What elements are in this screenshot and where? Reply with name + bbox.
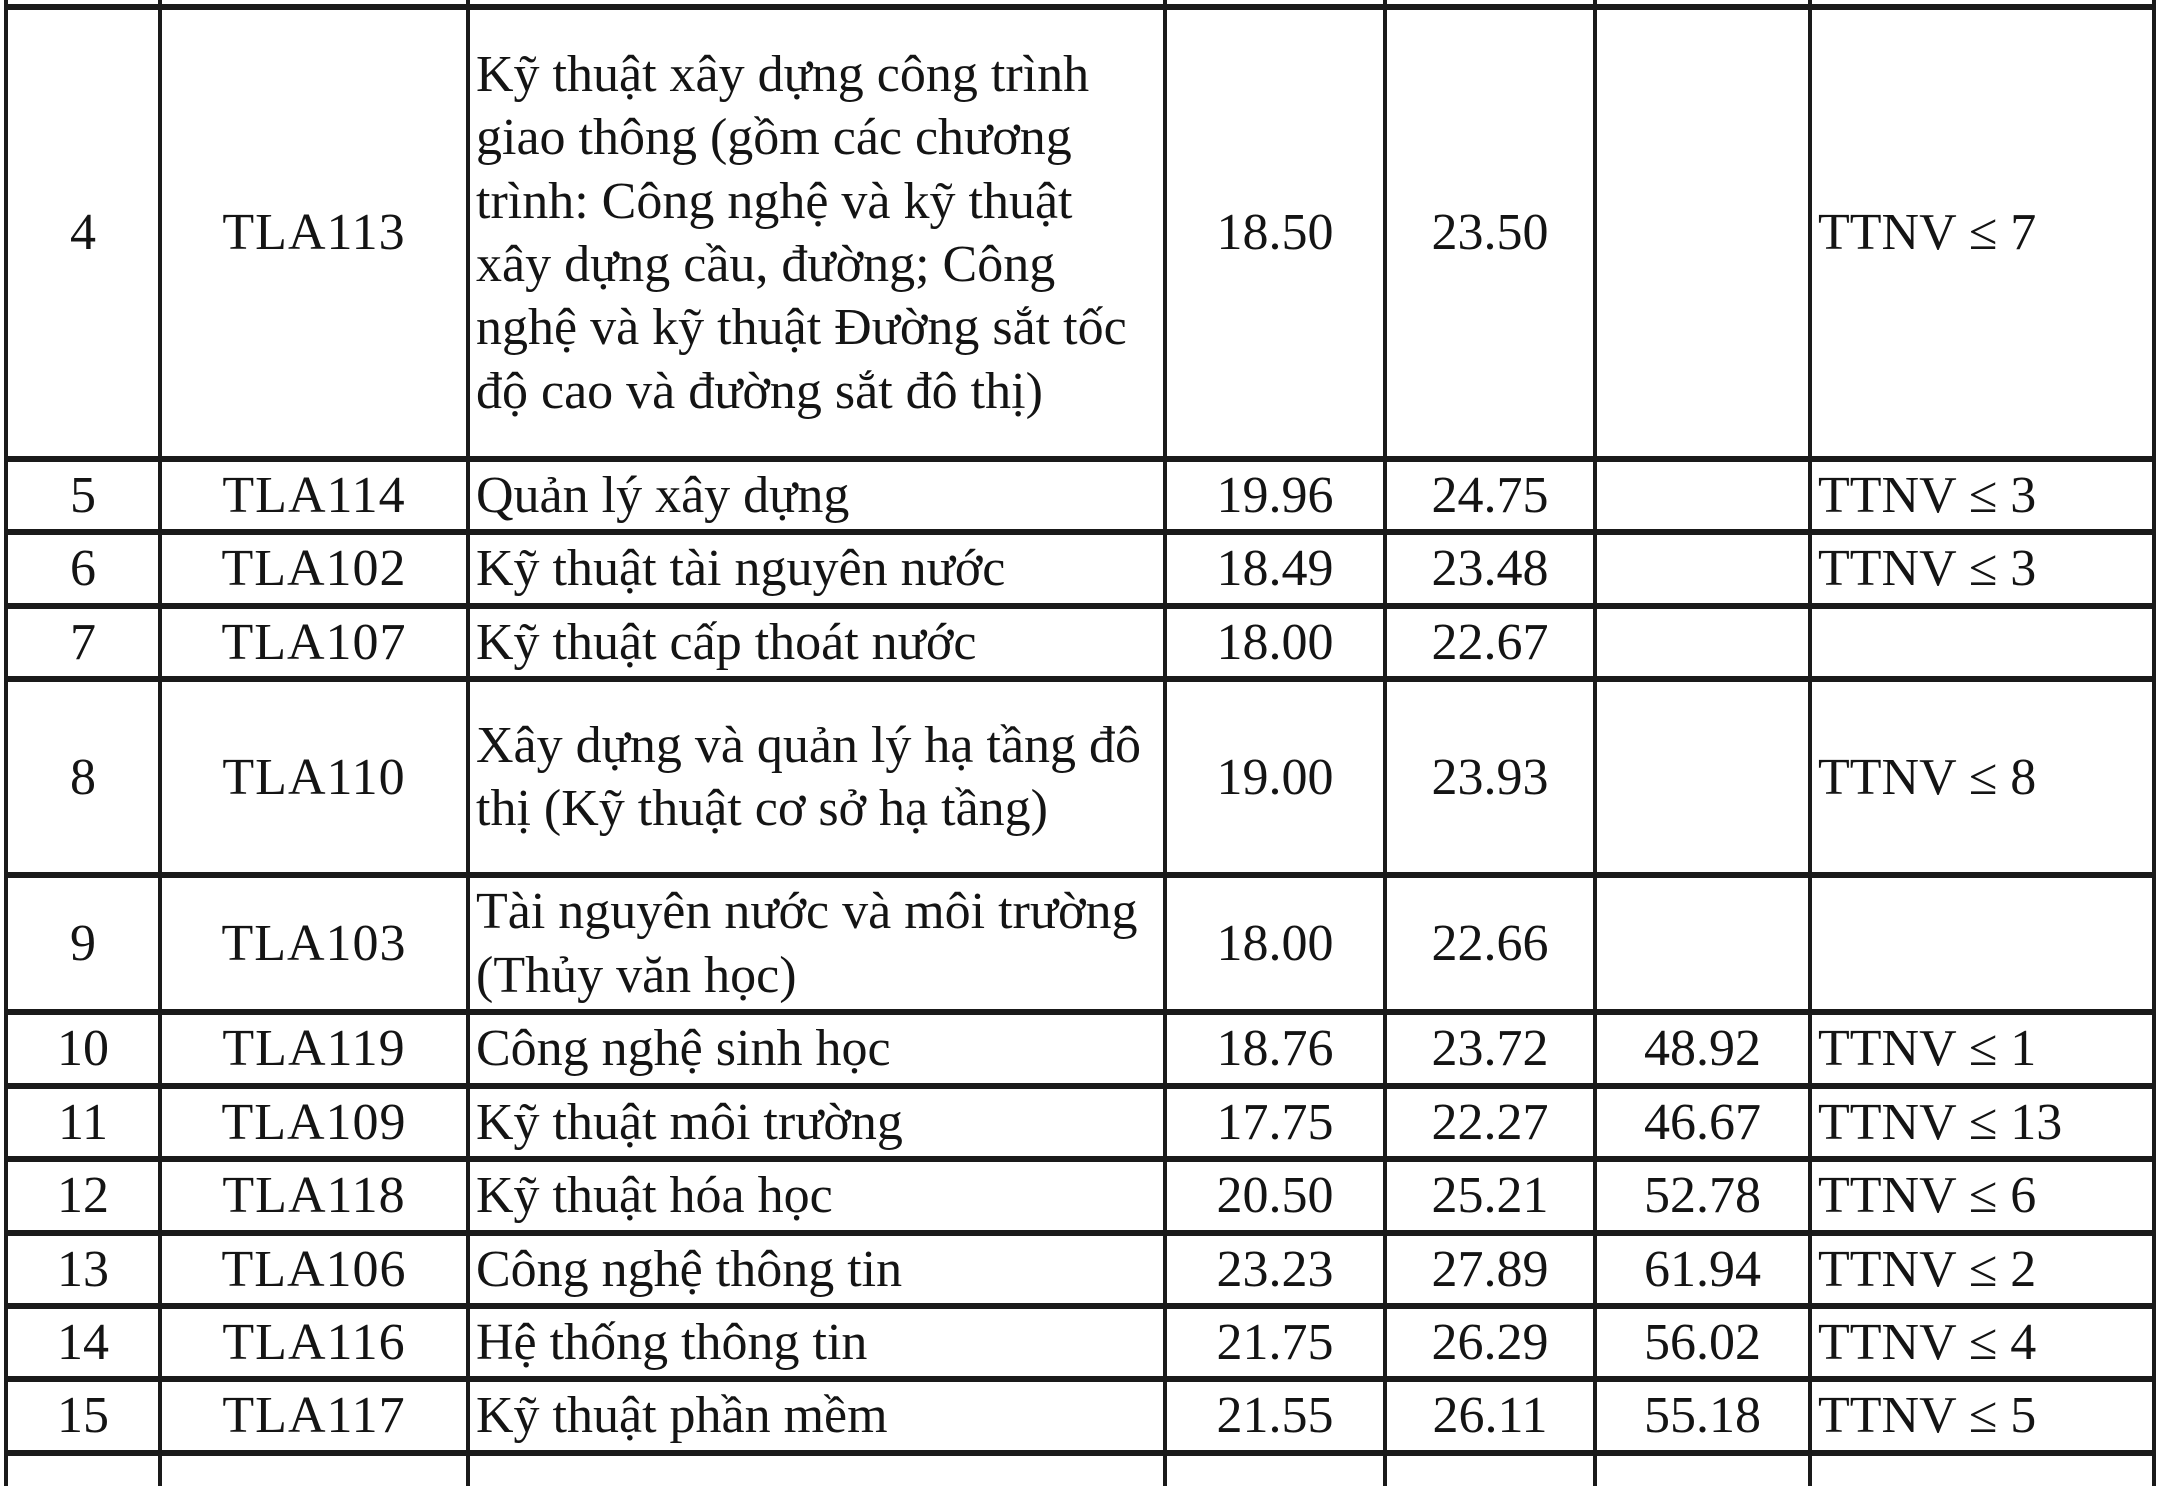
score3-cell xyxy=(1595,0,1810,7)
table-row xyxy=(6,7,2154,459)
note-cell xyxy=(1810,875,2154,1012)
score2-cell: 24.75 xyxy=(1385,459,1595,532)
major-name-cell: Kỹ thuật tài nguyên nước xyxy=(468,532,1165,605)
note-cell: TTNV ≤ 8 xyxy=(1810,679,2154,875)
major-code-cell: TLA116 xyxy=(160,1306,468,1379)
row-number-cell: 12 xyxy=(6,1159,160,1232)
row-number-cell xyxy=(6,0,160,7)
row-number-cell: 5 xyxy=(6,459,160,532)
major-name-cell: Kỹ thuật xây dựng công trình giao thông (gồm các chương trình: Công nghệ và kỹ thuật xây dựng cầu, đường; Công nghệ và kỹ thuật Đường sắt tốc độ cao và đường sắt đô thị) xyxy=(468,7,1165,459)
major-name-cell: Hệ thống thông tin xyxy=(468,1306,1165,1379)
major-name-cell xyxy=(468,0,1165,7)
major-code-cell: TLA118 xyxy=(160,1159,468,1232)
table-row xyxy=(6,1233,2154,1306)
major-name-cell xyxy=(468,1453,1165,1486)
major-code-cell xyxy=(160,0,468,7)
score2-cell: 23.93 xyxy=(1385,679,1595,875)
major-name-cell: Kỹ thuật cấp thoát nước xyxy=(468,606,1165,679)
score3-cell xyxy=(1595,7,1810,459)
major-code-cell: TLA119 xyxy=(160,1012,468,1085)
score1-cell: 21.75 xyxy=(1165,1306,1385,1379)
table-row xyxy=(6,1306,2154,1379)
major-code-cell: TLA117 xyxy=(160,1379,468,1452)
major-code-cell: TLA113 xyxy=(160,7,468,459)
score3-cell xyxy=(1595,1453,1810,1486)
table-row xyxy=(6,875,2154,1012)
row-number-cell: 10 xyxy=(6,1012,160,1085)
score1-cell: 18.49 xyxy=(1165,532,1385,605)
note-cell: TTNV ≤ 7 xyxy=(1810,7,2154,459)
score3-cell xyxy=(1595,532,1810,605)
major-name-cell: Quản lý xây dựng xyxy=(468,459,1165,532)
score1-cell: 18.00 xyxy=(1165,606,1385,679)
score1-cell: 18.50 xyxy=(1165,7,1385,459)
score2-cell: 23.72 xyxy=(1385,1012,1595,1085)
major-code-cell: TLA102 xyxy=(160,532,468,605)
score2-cell xyxy=(1385,0,1595,7)
table-row xyxy=(6,679,2154,875)
score3-cell: 52.78 xyxy=(1595,1159,1810,1232)
note-cell: TTNV ≤ 1 xyxy=(1810,1012,2154,1085)
score1-cell: 17.75 xyxy=(1165,1086,1385,1159)
row-number-cell: 4 xyxy=(6,7,160,459)
score3-cell: 56.02 xyxy=(1595,1306,1810,1379)
table-row-partial-top xyxy=(6,0,2154,7)
major-code-cell: TLA109 xyxy=(160,1086,468,1159)
note-cell: TTNV ≤ 3 xyxy=(1810,459,2154,532)
score2-cell: 26.11 xyxy=(1385,1379,1595,1452)
row-number-cell: 7 xyxy=(6,606,160,679)
score1-cell xyxy=(1165,1453,1385,1486)
row-number-cell: 15 xyxy=(6,1379,160,1452)
score3-cell: 55.18 xyxy=(1595,1379,1810,1452)
major-name-cell: Kỹ thuật hóa học xyxy=(468,1159,1165,1232)
score2-cell: 27.89 xyxy=(1385,1233,1595,1306)
major-code-cell: TLA103 xyxy=(160,875,468,1012)
admission-scores-table xyxy=(4,0,2156,1486)
score1-cell: 19.00 xyxy=(1165,679,1385,875)
score3-cell xyxy=(1595,875,1810,1012)
score2-cell: 26.29 xyxy=(1385,1306,1595,1379)
note-cell: TTNV ≤ 13 xyxy=(1810,1086,2154,1159)
table-row xyxy=(6,1379,2154,1452)
table-row-partial-bottom xyxy=(6,1453,2154,1486)
major-name-cell: Tài nguyên nước và môi trường (Thủy văn học) xyxy=(468,875,1165,1012)
note-cell: TTNV ≤ 4 xyxy=(1810,1306,2154,1379)
table-row xyxy=(6,606,2154,679)
row-number-cell: 11 xyxy=(6,1086,160,1159)
major-name-cell: Kỹ thuật môi trường xyxy=(468,1086,1165,1159)
row-number-cell: 13 xyxy=(6,1233,160,1306)
score1-cell: 19.96 xyxy=(1165,459,1385,532)
score1-cell: 23.23 xyxy=(1165,1233,1385,1306)
score2-cell xyxy=(1385,1453,1595,1486)
score3-cell xyxy=(1595,459,1810,532)
major-code-cell: TLA106 xyxy=(160,1233,468,1306)
note-cell xyxy=(1810,606,2154,679)
row-number-cell: 8 xyxy=(6,679,160,875)
table-row xyxy=(6,1086,2154,1159)
major-code-cell: TLA110 xyxy=(160,679,468,875)
row-number-cell: 6 xyxy=(6,532,160,605)
note-cell xyxy=(1810,1453,2154,1486)
score2-cell: 23.50 xyxy=(1385,7,1595,459)
score1-cell xyxy=(1165,0,1385,7)
major-name-cell: Công nghệ thông tin xyxy=(468,1233,1165,1306)
score2-cell: 23.48 xyxy=(1385,532,1595,605)
score1-cell: 20.50 xyxy=(1165,1159,1385,1232)
major-name-cell: Công nghệ sinh học xyxy=(468,1012,1165,1085)
note-cell: TTNV ≤ 2 xyxy=(1810,1233,2154,1306)
table-row xyxy=(6,532,2154,605)
major-code-cell xyxy=(160,1453,468,1486)
score3-cell: 46.67 xyxy=(1595,1086,1810,1159)
score2-cell: 22.66 xyxy=(1385,875,1595,1012)
table-row xyxy=(6,1159,2154,1232)
major-code-cell: TLA107 xyxy=(160,606,468,679)
score3-cell xyxy=(1595,679,1810,875)
score2-cell: 22.67 xyxy=(1385,606,1595,679)
major-code-cell: TLA114 xyxy=(160,459,468,532)
note-cell: TTNV ≤ 3 xyxy=(1810,532,2154,605)
row-number-cell: 9 xyxy=(6,875,160,1012)
major-name-cell: Kỹ thuật phần mềm xyxy=(468,1379,1165,1452)
row-number-cell xyxy=(6,1453,160,1486)
note-cell xyxy=(1810,0,2154,7)
score1-cell: 21.55 xyxy=(1165,1379,1385,1452)
score2-cell: 22.27 xyxy=(1385,1086,1595,1159)
score3-cell: 61.94 xyxy=(1595,1233,1810,1306)
table-row xyxy=(6,1012,2154,1085)
score2-cell: 25.21 xyxy=(1385,1159,1595,1232)
table-row xyxy=(6,459,2154,532)
major-name-cell: Xây dựng và quản lý hạ tầng đô thị (Kỹ thuật cơ sở hạ tầng) xyxy=(468,679,1165,875)
score1-cell: 18.76 xyxy=(1165,1012,1385,1085)
row-number-cell: 14 xyxy=(6,1306,160,1379)
note-cell: TTNV ≤ 5 xyxy=(1810,1379,2154,1452)
score1-cell: 18.00 xyxy=(1165,875,1385,1012)
score3-cell: 48.92 xyxy=(1595,1012,1810,1085)
note-cell: TTNV ≤ 6 xyxy=(1810,1159,2154,1232)
score3-cell xyxy=(1595,606,1810,679)
